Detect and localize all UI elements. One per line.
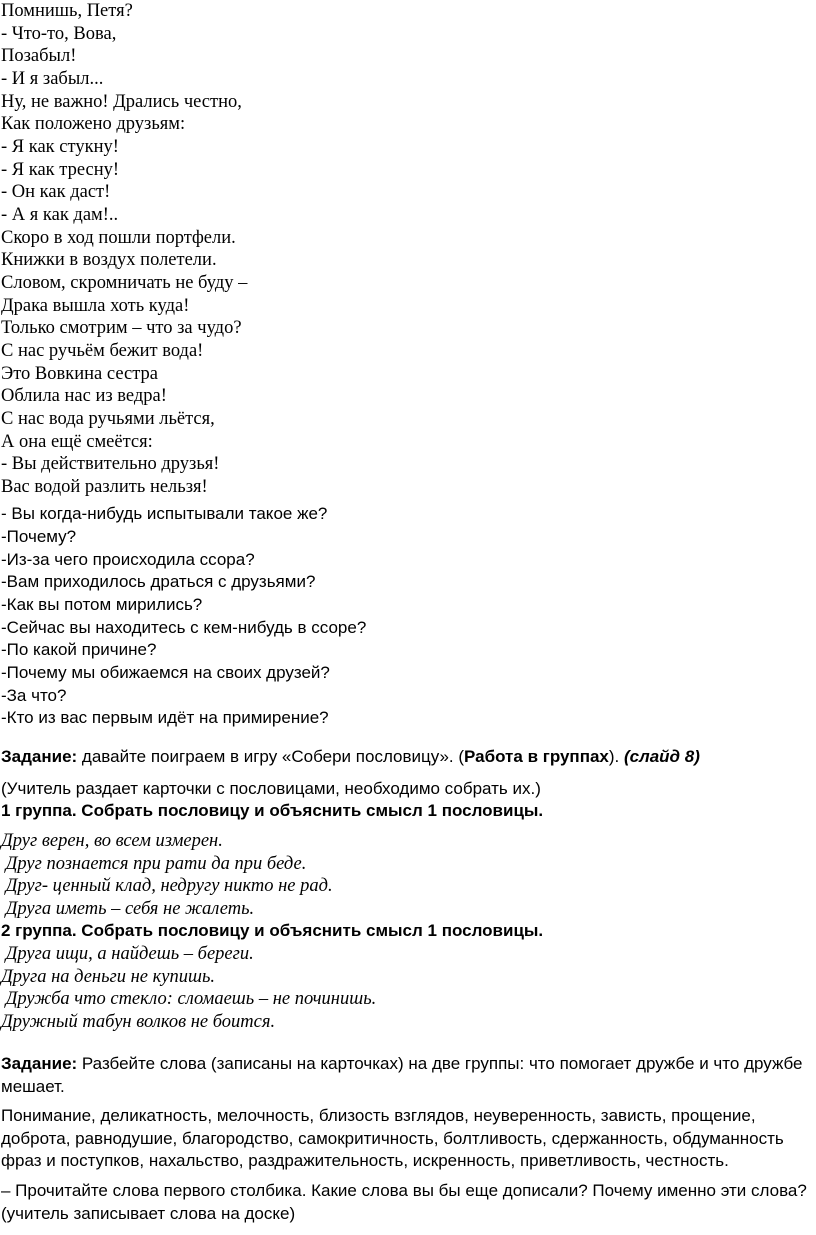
proverb: Друг верен, во всем измерен. <box>1 831 223 851</box>
poem-line: - Я как тресну! <box>1 160 120 180</box>
poem-line: Это Вовкина сестра <box>1 364 158 384</box>
poem-line: - И я забыл... <box>1 69 104 89</box>
poem-line: С нас вода ручьями льётся, <box>1 409 215 429</box>
task-1 <box>1 746 700 769</box>
task-bold: Работа в группах <box>464 747 609 766</box>
task-label: Задание: <box>1 747 78 766</box>
task-label: Задание: <box>1 1054 78 1073</box>
poem-line: Драка вышла хоть куда! <box>1 296 190 316</box>
question-line: -Кто из вас первым идёт на примирение? <box>1 708 329 727</box>
poem-line: Позабыл! <box>1 46 77 66</box>
task-text: Разбейте слова (записаны на карточках) на две группы: что помогает дружбе и что дружбе мешает. <box>1 1054 803 1096</box>
task-after: ). <box>608 747 624 766</box>
poem-line: Книжки в воздух полетели. <box>1 250 217 270</box>
poem-line: Только смотрим – что за чудо? <box>1 318 242 338</box>
poem-line: Как положено друзьям: <box>1 114 186 134</box>
question-line: -Почему? <box>1 527 77 546</box>
task-text: давайте поиграем в игру «Собери пословицу». ( <box>77 747 465 766</box>
group-1-heading: 1 группа. Собрать пословицу и объяснить смысл 1 пословицы. <box>1 801 544 820</box>
poem-line: - Что-то, Вова, <box>1 24 117 44</box>
slide-ref: (слайд 8) <box>624 747 700 766</box>
question-line: - Вы когда-нибудь испытывали такое же? <box>1 504 328 523</box>
question-line: -Почему мы обижаемся на своих друзей? <box>1 663 330 682</box>
proverb: Друга на деньги не купишь. <box>1 967 216 987</box>
poem-line: - Он как даст! <box>1 182 111 202</box>
proverb: Друг познается при рати да при беде. <box>1 854 307 874</box>
final-paragraph: – Прочитайте слова первого столбика. Какие слова вы бы еще дописали? Почему именно эти слова? (учитель записывает слова на доске) <box>1 1181 807 1223</box>
poem-line: Помнишь, Петя? <box>1 1 133 21</box>
question-line: -Из-за чего происходила ссора? <box>1 550 255 569</box>
poem-line: - Вы действительно друзья! <box>1 454 220 474</box>
poem-line: Вас водой разлить нельзя! <box>1 477 208 497</box>
question-line: -Вам приходилось драться с друзьями? <box>1 572 316 591</box>
teacher-note: (Учитель раздает карточки с пословицами, необходимо собрать их.) <box>1 779 541 798</box>
proverb: Друга иметь – себя не жалеть. <box>1 899 255 919</box>
poem-line: Скоро в ход пошли портфели. <box>1 228 236 248</box>
question-line: -За что? <box>1 686 67 705</box>
question-line: -Как вы потом мирились? <box>1 595 203 614</box>
proverb: Друга ищи, а найдешь – береги. <box>1 944 254 964</box>
poem-line: - Я как стукну! <box>1 137 119 157</box>
proverb: Дружный табун волков не боится. <box>1 1012 276 1032</box>
proverb: Друг- ценный клад, недругу никто не рад. <box>1 876 333 896</box>
poem-line: Ну, не важно! Дрались честно, <box>1 92 242 112</box>
poem-line: - А я как дам!.. <box>1 205 119 225</box>
poem-line: Облила нас из ведра! <box>1 386 167 406</box>
poem-line: Словом, скромничать не буду – <box>1 273 248 293</box>
poem-line: А она ещё смеётся: <box>1 432 153 452</box>
group-2-heading: 2 группа. Собрать пословицу и объяснить смысл 1 пословицы. <box>1 921 544 940</box>
proverb: Дружба что стекло: сломаешь – не починишь. <box>1 989 377 1009</box>
question-line: -Сейчас вы находитесь с кем-нибудь в ссоре? <box>1 618 367 637</box>
poem-line: С нас ручьём бежит вода! <box>1 341 204 361</box>
question-line: -По какой причине? <box>1 640 157 659</box>
words-paragraph: Понимание, деликатность, мелочность, близость взглядов, неуверенность, зависть, прощение, доброта, равнодушие, благородство, самокритичность, болтливость, сдержанность, обдуманность фраз и поступков, нахальство, раздражительность, искренность, приветливость, честность. <box>1 1106 784 1171</box>
task-2 <box>1 1053 811 1098</box>
